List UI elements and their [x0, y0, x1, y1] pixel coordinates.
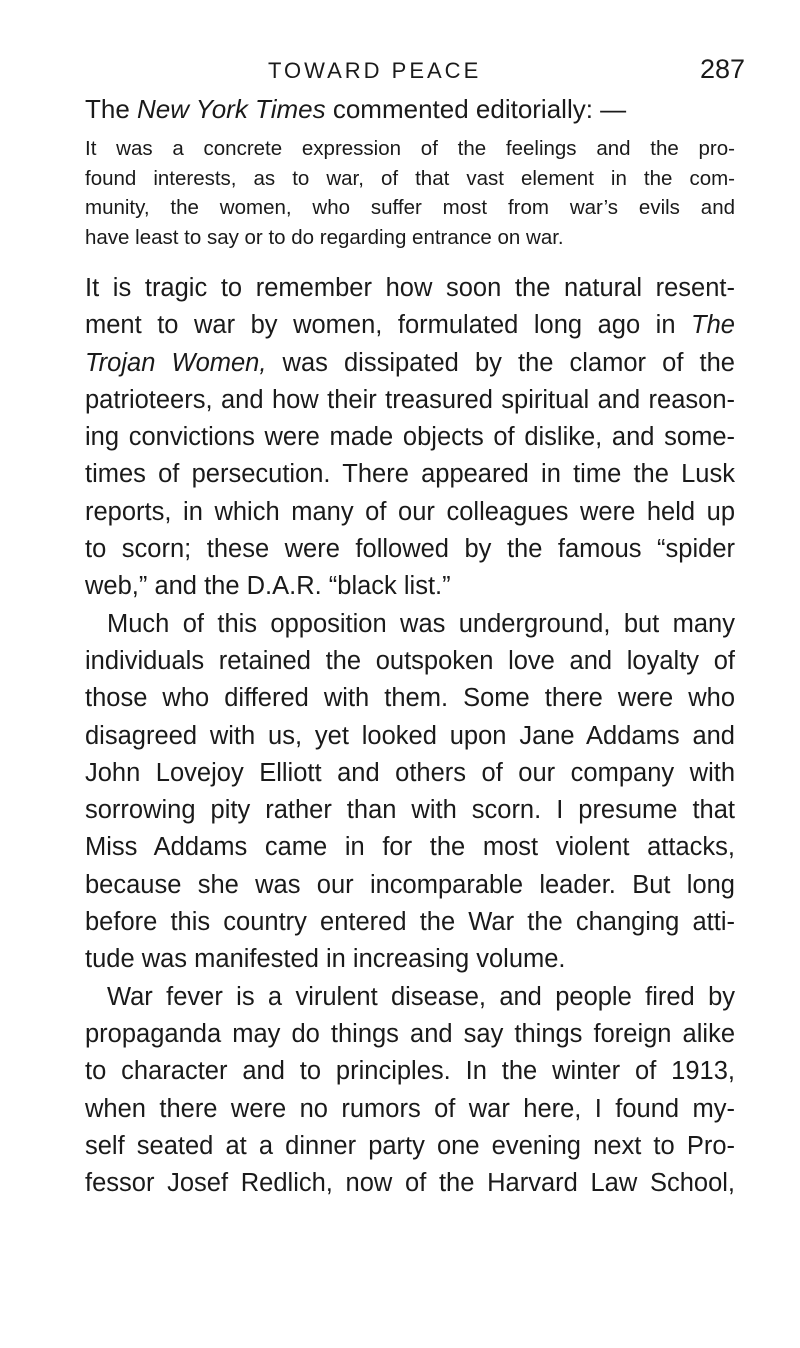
text-line: Much of this opposition was underground, but many — [107, 609, 735, 638]
play-title: Trojan Women, — [85, 348, 267, 377]
newspaper-title: New York Times — [137, 94, 326, 124]
text-line: Trojan Women, was dissipated by the clamor of the — [85, 348, 735, 377]
text-line: reports, in which many of our colleagues were held up — [85, 497, 735, 526]
play-title: The — [691, 311, 735, 340]
page-header — [85, 0, 745, 92]
running-head: TOWARD PEACE — [268, 58, 482, 83]
text-line: when there were no rumors of war here, I found my- — [85, 1094, 735, 1123]
text-line: sorrowing pity rather than with scorn. I presume that — [85, 796, 735, 825]
paragraph-2 — [85, 606, 735, 979]
intro-text-end: commented editorially: — — [325, 94, 627, 124]
text-line: patrioteers, and how their treasured spiritual and reason- — [85, 385, 735, 414]
text-line: ing convictions were made objects of dislike, and some- — [85, 423, 735, 452]
block-quote — [85, 134, 735, 252]
text-line: because she was our incomparable leader. But long — [85, 870, 735, 899]
book-page — [85, 0, 745, 1202]
text-line: individuals retained the outspoken love and loyalty of — [85, 646, 735, 675]
text-line: It is tragic to remember how soon the natural resent- — [85, 274, 735, 302]
text-line: before this country entered the War the changing atti- — [85, 908, 735, 937]
text-line: ment to war by women, formulated long ago in The — [85, 311, 735, 340]
text-line: to character and to principles. In the winter of 1913, — [85, 1057, 735, 1086]
text-line: propaganda may do things and say things foreign alike — [85, 1019, 735, 1048]
text-line: web,” and the D.A.R. “black list.” — [85, 572, 451, 601]
body-text — [85, 270, 735, 1202]
text-line: disagreed with us, yet looked upon Jane Addams and — [85, 721, 735, 750]
intro-text: The — [85, 94, 138, 124]
paragraph-3 — [85, 979, 735, 1203]
text-line: self seated at a dinner party one evening next to Pro- — [85, 1131, 735, 1160]
paragraph-1 — [85, 270, 735, 606]
text-line: times of persecution. There appeared in time the Lusk — [85, 460, 735, 489]
quote-line: munity, the women, who suffer most from war’s evils and — [85, 196, 735, 219]
page-number: 287 — [699, 54, 745, 84]
text-line: fessor Josef Redlich, now of the Harvard Law School, — [85, 1169, 735, 1198]
text-line: those who differed with them. Some there were who — [85, 684, 735, 713]
quote-line: have least to say or to do regarding entrance on war. — [85, 225, 564, 249]
quote-line: It was a concrete expression of the feelings and the pro- — [85, 137, 735, 160]
quote-line: found interests, as to war, of that vast element in the com- — [85, 166, 735, 190]
intro-line — [85, 92, 735, 126]
text-line: War fever is a virulent disease, and people fired by — [107, 982, 735, 1011]
text-line: to scorn; these were followed by the famous “spider — [85, 535, 735, 564]
text-line: tude was manifested in increasing volume. — [85, 945, 566, 974]
text-line: John Lovejoy Elliott and others of our company with — [85, 758, 735, 787]
text-line: Miss Addams came in for the most violent attacks, — [85, 833, 735, 862]
